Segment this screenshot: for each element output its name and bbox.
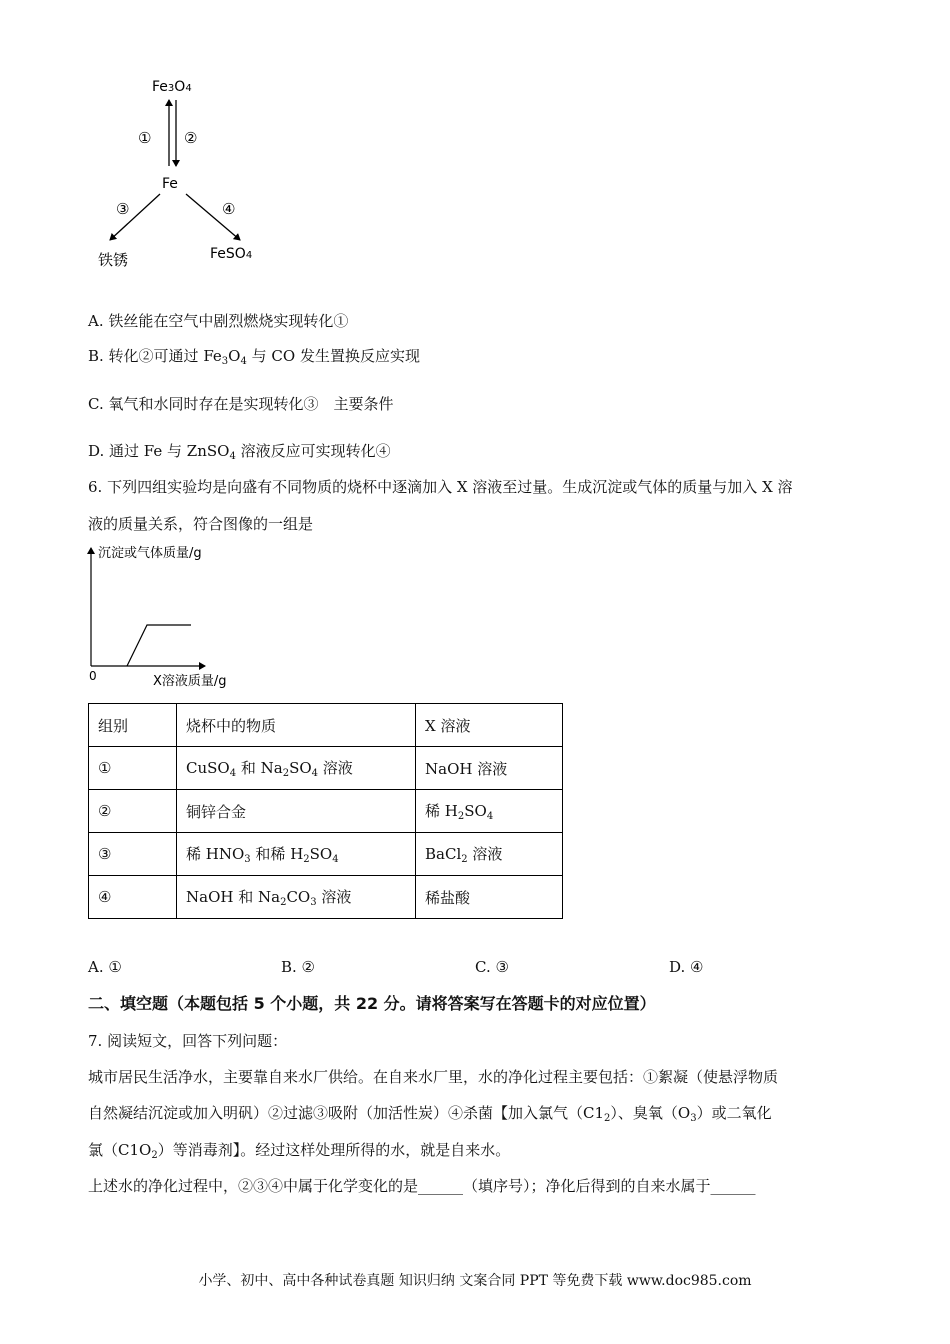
table-cell: 铜锌合金 xyxy=(177,790,416,833)
table-cell: BaCl$_2$ 溶液 xyxy=(416,833,563,876)
table-cell: ④ xyxy=(89,876,177,919)
q5-option-b: B. 转化②可通过 $Fe_3O_4$ 与 CO 发生置换反应实现 xyxy=(88,347,420,367)
experiment-table xyxy=(88,703,563,919)
q6-option-c: C. ③ xyxy=(475,958,509,976)
table-row xyxy=(89,790,563,833)
graph-curve xyxy=(127,625,191,666)
graph-ylabel: 沉淀或气体质量/g xyxy=(98,546,202,561)
table-header-cell: 烧杯中的物质 xyxy=(177,704,416,747)
table-cell: 稀 $HNO_3$ 和稀 $H_2SO_4$ xyxy=(177,833,416,876)
table-row xyxy=(89,833,563,876)
iron-conversion-diagram xyxy=(90,70,280,275)
feso4-label: FeSO4 xyxy=(210,246,253,262)
mass-graph xyxy=(85,540,255,690)
table-cell: 稀 $H_2SO_4$ xyxy=(416,790,563,833)
fe-label: Fe xyxy=(162,176,178,192)
table-header-cell: 组别 xyxy=(89,704,177,747)
table-cell: ② xyxy=(89,790,177,833)
q5-option-c: C. 氧气和水同时存在是实现转化③ 主要条件 xyxy=(88,395,394,413)
label-circle-1: ① xyxy=(138,129,152,147)
q6-text-line1: 6. 下列四组实验均是向盛有不同物质的烧杯中逐滴加入 X 溶液至过量。生成沉淀或气体的质量与加入 X 溶 xyxy=(88,478,793,496)
graph-origin: 0 xyxy=(89,669,97,683)
q6-text-line2: 液的质量关系，符合图像的一组是 xyxy=(88,515,314,533)
q7-line5: 上述水的净化过程中，②③④中属于化学变化的是______（填序号）；净化后得到的自来水属于______ xyxy=(88,1177,756,1195)
table-header-row xyxy=(89,704,563,747)
table-cell: CuSO$_4$ 和 $Na_2SO_4$ 溶液 xyxy=(177,747,416,790)
q5-option-d: D. 通过 Fe 与 ZnSO$_4$ 溶液反应可实现转化④ xyxy=(88,442,391,462)
q6-option-d: D. ④ xyxy=(669,958,704,976)
q7-line3: 自然凝结沉淀或加入明矾）②过滤③吸附（加活性炭）④杀菌【加入氯气$(C1_2)$、臭氧$(O_3)$或二氧化 xyxy=(88,1104,772,1124)
table-row xyxy=(89,876,563,919)
table-row xyxy=(89,747,563,790)
q5-option-a: A. 铁丝能在空气中剧烈燃烧实现转化① xyxy=(88,312,349,330)
q7-line1: 7. 阅读短文，回答下列问题： xyxy=(88,1032,288,1050)
q7-line4: 氯$(C1O_2)$等消毒剂】。经过这样处理所得的水，就是自来水。 xyxy=(88,1141,511,1161)
table-header-cell: X 溶液 xyxy=(416,704,563,747)
graph-xlabel: X溶液质量/g xyxy=(153,674,227,689)
page-footer: 小学、初中、高中各种试卷真题 知识归纳 文案合同 PPT 等免费下载 www.doc985.com xyxy=(198,1273,752,1289)
table-cell: 稀盐酸 xyxy=(416,876,563,919)
section-heading: 二、填空题（本题包括 5 个小题，共 22 分。请将答案写在答题卡的对应位置） xyxy=(88,994,656,1013)
q7-line2: 城市居民生活净水，主要靠自来水厂供给。在自来水厂里，水的净化过程主要包括：①絮凝（使悬浮物质 xyxy=(88,1068,779,1086)
label-circle-2: ② xyxy=(184,129,198,147)
q6-option-a: A. ① xyxy=(88,958,122,976)
rust-label: 铁锈 xyxy=(98,251,129,269)
label-circle-3: ③ xyxy=(116,200,130,218)
label-circle-4: ④ xyxy=(222,200,236,218)
table-cell: ① xyxy=(89,747,177,790)
table-cell: ③ xyxy=(89,833,177,876)
table-cell: NaOH 溶液 xyxy=(416,747,563,790)
table-cell: NaOH 和 $Na_2CO_3$ 溶液 xyxy=(177,876,416,919)
q6-option-b: B. ② xyxy=(281,958,316,976)
fe3o4-label: Fe3O4 xyxy=(152,79,192,95)
